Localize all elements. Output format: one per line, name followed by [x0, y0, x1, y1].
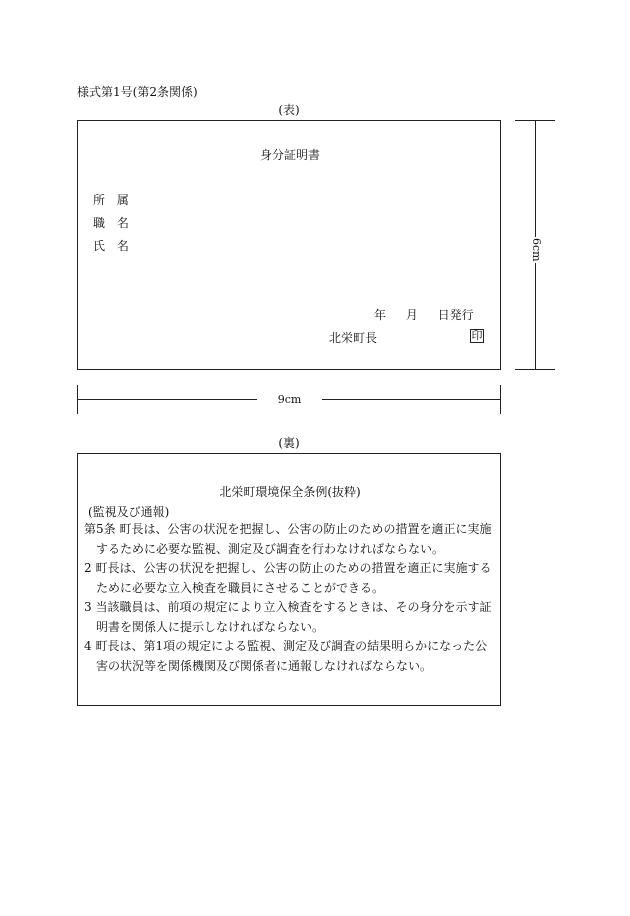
form-number: 様式第1号(第2条関係): [77, 85, 198, 99]
article-paragraph-3: [84, 598, 496, 637]
article-paragraph-2-line-1: 2 町長は、公害の状況を把握し、公害の防止のための措置を適正に実施する: [84, 561, 492, 575]
ordinance-title: 北栄町環境保全条例(抜粋): [219, 485, 361, 499]
field-name: 氏 名: [93, 239, 133, 253]
article-paragraph-4-line-1: 4 町長は、第1項の規定による監視、測定及び調査の結果明らかになった公: [84, 639, 488, 653]
section-heading: (監視及び通報): [88, 505, 170, 519]
width-dim-label: 9cm: [277, 393, 302, 406]
article-paragraph-2: [84, 559, 496, 598]
front-label: (表): [278, 103, 300, 117]
height-dim-label: 6cm: [530, 238, 543, 262]
width-dim-line-right: [322, 399, 501, 400]
article-paragraph-4: [84, 637, 496, 676]
article-paragraph-1: [84, 520, 496, 559]
field-affiliation: 所 属: [93, 193, 133, 207]
issuer: 北栄町長: [329, 331, 378, 345]
field-position: 職 名: [93, 216, 133, 230]
id-card-front: [77, 120, 501, 370]
article-paragraph-1-line-1: 第5条 町長は、公害の状況を把握し、公害の防止のための措置を適正に実施: [84, 522, 492, 536]
article-paragraph-3-line-1: 3 当該職員は、前項の規定により立入検査をするときは、その身分を示す証: [84, 600, 492, 614]
issue-date: 年 月 日発行: [374, 308, 474, 322]
article-paragraph-2-line-2: ために必要な立入検査を職員にさせることができる。: [96, 580, 385, 595]
width-dim-line-left: [77, 399, 257, 400]
article-paragraph-3-line-2: 明書を関係人に提示しなければならない。: [96, 619, 325, 634]
back-label: (裏): [278, 436, 300, 450]
article-paragraph-1-line-2: するために必要な監視、測定及び調査を行わなければならない。: [96, 541, 445, 556]
card-title: 身分証明書: [259, 148, 320, 162]
id-card-back: [77, 453, 501, 706]
seal-stamp: 印: [471, 329, 483, 342]
article-paragraph-4-line-2: 害の状況等を関係機関及び関係者に通報しなければならない。: [96, 658, 433, 673]
